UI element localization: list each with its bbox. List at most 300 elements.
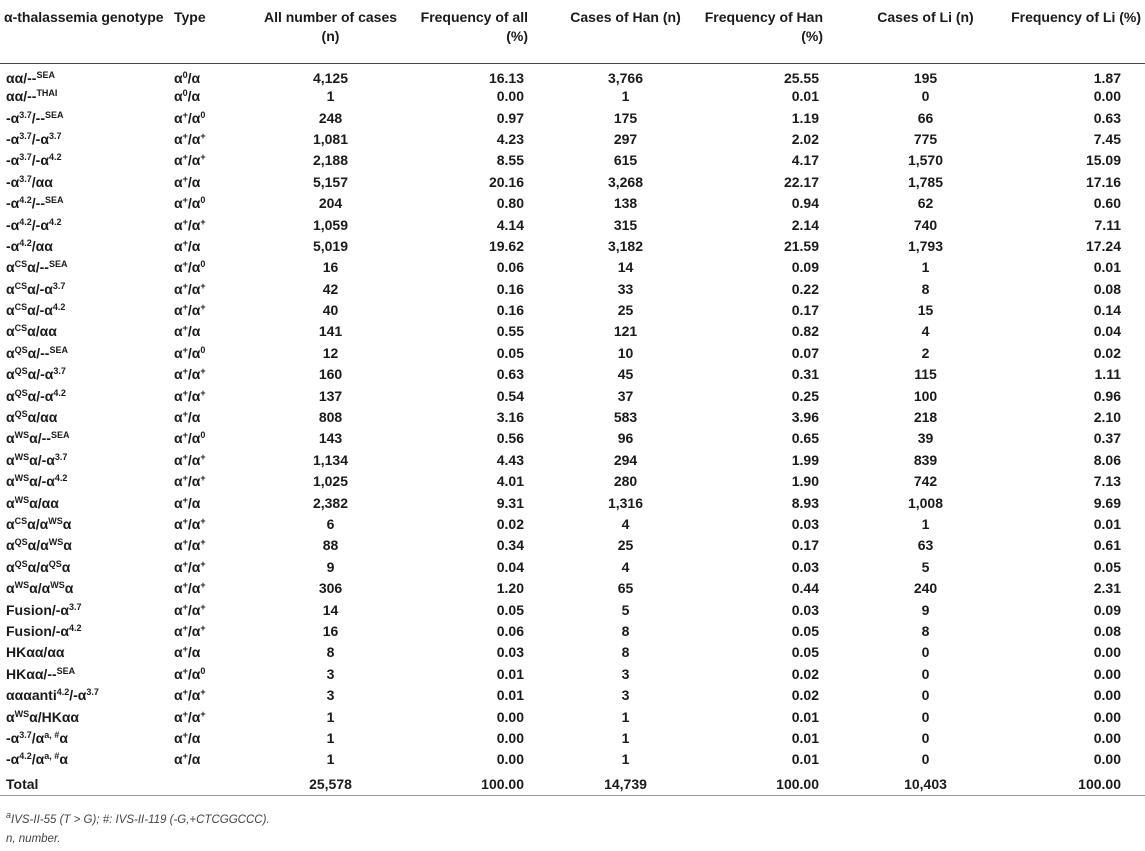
han-frequency-cell: 1.19 (791, 109, 819, 126)
li-cases-cell: 1,570 (907, 152, 944, 169)
table-row (0, 63, 1145, 86)
all-frequency-cell: 0.05 (496, 601, 524, 618)
li-cases-cell: 0 (921, 708, 930, 725)
li-frequency-cell: 2.31 (1093, 580, 1121, 597)
all-cases-cell: 9 (326, 558, 335, 575)
li-cases-cell: 1 (921, 259, 930, 276)
type-cell: $\alpha^+/\alpha^0$ (174, 195, 206, 212)
type-cell: α+/α+ (174, 302, 206, 319)
type-cell: α+/α+ (174, 622, 206, 639)
li-frequency-cell: 9.69 (1093, 494, 1121, 511)
all-cases-cell: 42 (322, 280, 339, 297)
all-frequency-cell: 19.62 (488, 237, 524, 254)
han-cases-cell: 65 (617, 580, 634, 597)
li-frequency-cell: 7.11 (1094, 216, 1121, 233)
table-row (0, 599, 1145, 620)
all-cases-cell: 14 (322, 601, 339, 618)
all-frequency-cell: 0.04 (496, 558, 524, 575)
han-frequency-cell: 1.90 (791, 473, 819, 490)
han-cases-cell: 3,766 (607, 69, 644, 86)
total-han-frequency: 100.00 (776, 776, 819, 792)
genotype-cell: $\alpha\alpha\alpha anti^{4.2}/-\alpha^{3.7}$ (6, 687, 99, 704)
li-frequency-cell: 15.09 (1085, 152, 1121, 169)
li-frequency-cell: 0.14 (1093, 302, 1121, 319)
genotype-cell: Fusion/$-\alpha^{3.7}$ (6, 601, 82, 618)
type-cell: α+/α+ (174, 516, 206, 532)
li-cases-cell: 9 (921, 601, 930, 618)
han-frequency-cell: 1.99 (791, 451, 819, 468)
type-cell: $\alpha^+/\alpha^0$ (174, 109, 206, 126)
all-cases-cell: 1 (326, 751, 335, 768)
all-cases-cell: 1,025 (312, 473, 349, 490)
li-cases-cell: 0 (921, 729, 930, 746)
all-frequency-cell: 4.43 (496, 451, 524, 468)
han-frequency-cell: 2.02 (791, 130, 819, 147)
genotype-cell: $\alpha^{WS}\alpha/\alpha^{WS}\alpha$ (6, 580, 74, 597)
han-frequency-cell: 0.01 (791, 729, 819, 746)
footnote-n: n, number. (6, 833, 61, 845)
li-frequency-cell: 2.10 (1093, 409, 1121, 426)
han-frequency-cell: 0.25 (791, 387, 819, 404)
han-frequency-cell: 0.01 (791, 88, 819, 105)
col-header-all-frequency: Frequency of all (%) (420, 9, 528, 44)
han-frequency-cell: 3.96 (791, 409, 819, 426)
li-frequency-cell: 0.00 (1093, 708, 1121, 725)
type-cell: α+/α+ (174, 601, 206, 618)
han-cases-cell: 121 (613, 323, 638, 340)
li-frequency-cell: 0.09 (1093, 601, 1121, 618)
all-cases-cell: 5,019 (312, 237, 349, 254)
all-frequency-cell: 0.56 (496, 430, 524, 447)
han-frequency-cell: 4.17 (791, 152, 819, 169)
li-cases-cell: 115 (914, 366, 937, 383)
table-row (0, 150, 1145, 171)
type-cell: α+/α (174, 237, 201, 254)
all-frequency-cell: 0.00 (496, 751, 524, 768)
table-row (0, 107, 1145, 128)
li-frequency-cell: 1.87 (1093, 69, 1121, 86)
genotype-cell: $-\alpha^{3.7}/\alpha^{a, \#}\alpha$ (6, 729, 68, 746)
total-all-cases: 25,578 (309, 776, 352, 792)
type-cell: α+/α (174, 751, 201, 768)
all-frequency-cell: 0.06 (496, 259, 524, 276)
total-all-frequency: 100.00 (481, 776, 524, 792)
table-row (0, 342, 1145, 363)
li-frequency-cell: 7.13 (1093, 473, 1121, 490)
genotype-cell: $\alpha^{QS}\alpha/-\alpha^{3.7}$ (6, 366, 66, 383)
table-row (0, 471, 1145, 492)
li-cases-cell: 63 (917, 537, 934, 554)
table-footnotes (6, 811, 270, 849)
han-cases-cell: 1 (621, 751, 630, 768)
han-cases-cell: 3 (621, 687, 630, 704)
all-cases-cell: 808 (318, 409, 343, 426)
table-row (0, 449, 1145, 470)
genotype-cell: $\alpha^{WS}\alpha/\alpha\alpha$ (6, 494, 59, 511)
li-cases-cell: 0 (921, 751, 930, 768)
han-frequency-cell: 0.17 (791, 537, 819, 554)
li-cases-cell: 100 (913, 387, 938, 404)
all-frequency-cell: 0.05 (496, 344, 524, 361)
type-cell: α+/α (174, 409, 201, 426)
li-cases-cell: 0 (921, 687, 930, 704)
li-frequency-cell: 0.05 (1093, 558, 1121, 575)
all-cases-cell: 4,125 (312, 69, 349, 86)
table-row (0, 577, 1145, 598)
all-cases-cell: 16 (322, 259, 339, 276)
col-header-type: Type (174, 9, 206, 25)
all-cases-cell: 8 (326, 644, 335, 661)
all-frequency-cell: 0.97 (496, 109, 524, 126)
table-row (0, 385, 1145, 406)
han-frequency-cell: 0.01 (791, 751, 819, 768)
han-cases-cell: 583 (613, 409, 638, 426)
li-frequency-cell: 0.00 (1093, 687, 1121, 704)
all-cases-cell: 5,157 (312, 173, 349, 190)
han-cases-cell: 3,182 (607, 237, 644, 254)
han-frequency-cell: 8.93 (791, 494, 819, 511)
genotype-cell: $\alpha^{CS}\alpha/\alpha\alpha$ (6, 323, 57, 340)
all-cases-cell: 1,081 (312, 130, 349, 147)
total-row (0, 770, 1145, 796)
li-frequency-cell: 0.08 (1093, 622, 1121, 639)
han-cases-cell: 315 (613, 216, 638, 233)
genotype-cell: $-\alpha^{3.7}/--^{SEA}$ (6, 109, 64, 126)
han-cases-cell: 615 (613, 152, 638, 169)
han-frequency-cell: 0.82 (791, 323, 819, 340)
col-header-li-cases: Cases of Li (n) (877, 9, 974, 25)
all-cases-cell: 16 (322, 622, 339, 639)
li-frequency-cell: 0.01 (1093, 259, 1121, 276)
all-frequency-cell: 0.03 (496, 644, 524, 661)
all-frequency-cell: 0.63 (496, 366, 524, 383)
li-cases-cell: 15 (917, 302, 934, 319)
genotype-cell: $-\alpha^{3.7}/-\alpha^{3.7}$ (6, 130, 62, 147)
total-li-cases: 10,403 (904, 776, 947, 792)
li-frequency-cell: 0.02 (1093, 344, 1121, 361)
li-cases-cell: 240 (913, 580, 938, 597)
han-cases-cell: 8 (621, 644, 630, 661)
han-frequency-cell: 0.03 (791, 516, 819, 532)
all-cases-cell: 3 (326, 665, 335, 682)
all-cases-cell: 12 (322, 344, 339, 361)
li-cases-cell: 839 (913, 451, 938, 468)
all-frequency-cell: 0.01 (496, 687, 524, 704)
table-row (0, 556, 1145, 577)
genotype-cell: $\alpha^{CS}\alpha/\alpha^{WS}\alpha$ (6, 516, 72, 532)
li-frequency-cell: 0.00 (1093, 751, 1121, 768)
han-frequency-cell: 2.14 (791, 216, 819, 233)
li-frequency-cell: 8.06 (1093, 451, 1121, 468)
han-frequency-cell: 0.05 (791, 622, 819, 639)
han-frequency-cell: 0.65 (791, 430, 819, 447)
genotype-cell: Fusion/$-\alpha^{4.2}$ (6, 622, 82, 639)
all-frequency-cell: 0.80 (496, 195, 524, 212)
table-row (0, 321, 1145, 342)
table-row (0, 406, 1145, 427)
table-row (0, 684, 1145, 705)
genotype-cell: $-\alpha^{4.2}/\alpha\alpha$ (6, 237, 53, 254)
table-row (0, 727, 1145, 748)
all-cases-cell: 1,134 (312, 451, 349, 468)
genotype-cell: $\alpha^{WS}\alpha/--^{SEA}$ (6, 430, 70, 447)
footnote-a-text: IVS-II-55 (T > G); #: IVS-II-119 (-G,+CTCGGCCC). (11, 814, 270, 826)
han-frequency-cell: 0.44 (791, 580, 819, 597)
all-frequency-cell: 0.02 (496, 516, 524, 532)
type-cell: α+/α+ (174, 451, 206, 468)
han-cases-cell: 280 (613, 473, 638, 490)
li-cases-cell: 66 (917, 109, 934, 126)
genotype-cell: αα/--$^{THAI}$ (6, 88, 58, 105)
all-cases-cell: 2,188 (312, 152, 349, 169)
han-frequency-cell: 0.05 (791, 644, 819, 661)
li-frequency-cell: 0.63 (1093, 109, 1121, 126)
genotype-cell: HKαα/αα (6, 644, 65, 661)
li-frequency-cell: 0.60 (1093, 195, 1121, 212)
genotype-cell: $\alpha^{QS}\alpha/\alpha^{QS}\alpha$ (6, 558, 71, 575)
all-frequency-cell: 0.54 (496, 387, 524, 404)
table-row (0, 535, 1145, 556)
han-cases-cell: 96 (617, 430, 634, 447)
genotype-cell: $-\alpha^{4.2}/-\alpha^{4.2}$ (6, 216, 62, 233)
li-cases-cell: 775 (913, 130, 938, 147)
han-frequency-cell: 0.02 (791, 687, 819, 704)
all-frequency-cell: 0.06 (496, 622, 524, 639)
col-header-all-cases: All number of cases (n) (263, 9, 398, 44)
type-cell: α+/α+ (174, 537, 206, 554)
table-row (0, 492, 1145, 513)
type-cell: $\alpha^0/\alpha$ (174, 88, 201, 105)
genotype-cell: $-\alpha^{4.2}/\alpha^{a, \#}\alpha$ (6, 751, 68, 768)
table-header-row (0, 0, 1145, 63)
type-cell: α+/α+ (174, 580, 206, 597)
li-frequency-cell: 0.00 (1093, 88, 1121, 105)
genotype-cell: $\alpha^{CS}\alpha/--^{SEA}$ (6, 259, 68, 276)
li-frequency-cell: 0.08 (1093, 280, 1121, 297)
li-cases-cell: 0 (921, 644, 930, 661)
han-cases-cell: 138 (613, 195, 638, 212)
type-cell: α+/α+ (174, 130, 206, 147)
table-row (0, 749, 1145, 770)
han-frequency-cell: 25.55 (783, 69, 819, 86)
li-cases-cell: 1,785 (907, 173, 944, 190)
genotype-cell: αα/--$^{SEA}$ (6, 69, 55, 86)
han-cases-cell: 4 (621, 516, 630, 532)
li-cases-cell: 1,008 (907, 494, 944, 511)
col-header-li-frequency: Frequency of Li (%) (1011, 9, 1141, 25)
all-frequency-cell: 1.20 (496, 580, 524, 597)
all-frequency-cell: 4.23 (496, 130, 524, 147)
footnote-a-mark: a (6, 810, 12, 820)
all-frequency-cell: 0.01 (496, 665, 524, 682)
all-frequency-cell: 9.31 (496, 494, 524, 511)
li-frequency-cell: 0.04 (1093, 323, 1121, 340)
han-frequency-cell: 0.01 (791, 708, 819, 725)
han-cases-cell: 45 (617, 366, 634, 383)
all-cases-cell: 40 (322, 302, 339, 319)
han-cases-cell: 10 (617, 344, 634, 361)
li-frequency-cell: 0.01 (1093, 516, 1121, 532)
li-cases-cell: 39 (917, 430, 934, 447)
table-row (0, 706, 1145, 727)
li-frequency-cell: 0.61 (1093, 537, 1121, 554)
genotype-cell: HKαα/--$^{SEA}$ (6, 665, 76, 682)
table-row (0, 513, 1145, 534)
all-cases-cell: 1 (326, 88, 335, 105)
han-frequency-cell: 0.31 (791, 366, 819, 383)
han-frequency-cell: 0.22 (791, 280, 819, 297)
table-row (0, 428, 1145, 449)
all-cases-cell: 6 (326, 516, 335, 532)
li-cases-cell: 740 (913, 216, 938, 233)
type-cell: α+/α (174, 494, 201, 511)
han-cases-cell: 3,268 (607, 173, 644, 190)
all-cases-cell: 141 (318, 323, 343, 340)
table-row (0, 192, 1145, 213)
li-frequency-cell: 7.45 (1093, 130, 1121, 147)
type-cell: $\alpha^+/\alpha^0$ (174, 259, 206, 276)
li-frequency-cell: 17.24 (1085, 237, 1121, 254)
han-frequency-cell: 0.03 (791, 558, 819, 575)
han-cases-cell: 1,316 (607, 494, 644, 511)
all-frequency-cell: 0.00 (496, 708, 524, 725)
all-frequency-cell: 4.14 (496, 216, 524, 233)
han-cases-cell: 33 (617, 280, 634, 297)
type-cell: α+/α+ (174, 708, 206, 725)
type-cell: α+/α+ (174, 687, 206, 704)
total-type (170, 770, 258, 796)
li-frequency-cell: 0.37 (1093, 430, 1121, 447)
all-cases-cell: 1,059 (312, 216, 349, 233)
all-frequency-cell: 0.16 (496, 280, 524, 297)
all-cases-cell: 88 (322, 537, 339, 554)
genotype-cell: $\alpha^{CS}\alpha/-\alpha^{3.7}$ (6, 280, 66, 297)
han-cases-cell: 294 (613, 451, 638, 468)
li-frequency-cell: 17.16 (1085, 173, 1121, 190)
li-frequency-cell: 1.11 (1094, 366, 1121, 383)
all-frequency-cell: 8.55 (496, 152, 524, 169)
li-cases-cell: 2 (921, 344, 930, 361)
han-frequency-cell: 0.03 (791, 601, 819, 618)
all-cases-cell: 2,382 (312, 494, 349, 511)
all-frequency-cell: 20.16 (488, 173, 524, 190)
han-cases-cell: 25 (617, 302, 634, 319)
type-cell: $\alpha^+/\alpha^0$ (174, 344, 206, 361)
type-cell: $\alpha^+/\alpha^0$ (174, 665, 206, 682)
han-cases-cell: 3 (621, 665, 630, 682)
footnote-a (6, 811, 270, 830)
han-cases-cell: 1 (621, 708, 630, 725)
col-header-genotype: α-thalassemia genotype (4, 9, 164, 25)
li-cases-cell: 5 (921, 558, 930, 575)
li-frequency-cell: 0.96 (1093, 387, 1121, 404)
table-row (0, 214, 1145, 235)
han-cases-cell: 4 (621, 558, 630, 575)
li-cases-cell: 62 (917, 195, 934, 212)
genotype-cell: $-\alpha^{3.7}/\alpha\alpha$ (6, 173, 53, 190)
all-cases-cell: 137 (318, 387, 343, 404)
li-cases-cell: 742 (913, 473, 938, 490)
all-frequency-cell: 0.55 (496, 323, 524, 340)
col-header-han-frequency: Frequency of Han (%) (704, 9, 823, 44)
type-cell: α+/α+ (174, 152, 206, 169)
li-cases-cell: 0 (921, 665, 930, 682)
all-frequency-cell: 3.16 (496, 409, 524, 426)
han-cases-cell: 25 (617, 537, 634, 554)
table-row (0, 620, 1145, 641)
li-frequency-cell: 0.00 (1093, 644, 1121, 661)
all-cases-cell: 306 (318, 580, 343, 597)
li-cases-cell: 8 (921, 622, 930, 639)
type-cell: $\alpha^0/\alpha$ (174, 69, 201, 86)
li-frequency-cell: 0.00 (1093, 665, 1121, 682)
table-row (0, 364, 1145, 385)
all-frequency-cell: 4.01 (496, 473, 524, 490)
all-cases-cell: 204 (318, 195, 343, 212)
col-header-han-cases: Cases of Han (n) (570, 9, 681, 25)
han-frequency-cell: 22.17 (783, 173, 819, 190)
table-row (0, 663, 1145, 684)
all-cases-cell: 160 (318, 366, 343, 383)
genotype-cell: $\alpha^{QS}\alpha/\alpha\alpha$ (6, 409, 58, 426)
total-han-cases: 14,739 (604, 776, 647, 792)
all-frequency-cell: 16.13 (488, 69, 524, 86)
han-cases-cell: 5 (621, 601, 630, 618)
table-row (0, 171, 1145, 192)
genotype-cell: $-\alpha^{4.2}/--^{SEA}$ (6, 195, 64, 212)
table-row (0, 86, 1145, 107)
type-cell: α+/α (174, 729, 201, 746)
table-row (0, 128, 1145, 149)
type-cell: α+/α (174, 323, 201, 340)
han-cases-cell: 8 (621, 622, 630, 639)
total-li-frequency: 100.00 (1078, 776, 1121, 792)
genotype-cell: $\alpha^{WS}\alpha$/HKαα (6, 708, 80, 725)
total-label: Total (6, 776, 39, 792)
type-cell: α+/α+ (174, 216, 206, 233)
han-frequency-cell: 0.02 (791, 665, 819, 682)
all-cases-cell: 143 (318, 430, 343, 447)
all-cases-cell: 3 (326, 687, 335, 704)
li-cases-cell: 1 (921, 516, 930, 532)
li-cases-cell: 1,793 (907, 237, 944, 254)
genotype-cell: $\alpha^{CS}\alpha/-\alpha^{4.2}$ (6, 302, 66, 319)
li-cases-cell: 218 (913, 409, 938, 426)
table-row (0, 299, 1145, 320)
type-cell: α+/α+ (174, 473, 206, 490)
han-cases-cell: 175 (613, 109, 638, 126)
type-cell: α+/α+ (174, 558, 206, 575)
all-cases-cell: 1 (326, 708, 335, 725)
table-row (0, 642, 1145, 663)
li-frequency-cell: 0.00 (1093, 729, 1121, 746)
all-cases-cell: 248 (318, 109, 343, 126)
all-frequency-cell: 0.00 (496, 88, 524, 105)
han-frequency-cell: 0.09 (791, 259, 819, 276)
type-cell: α+/α (174, 644, 201, 661)
li-cases-cell: 0 (921, 88, 930, 105)
type-cell: α+/α+ (174, 366, 206, 383)
table-body (0, 63, 1145, 770)
genotype-cell: $\alpha^{WS}\alpha/-\alpha^{4.2}$ (6, 473, 68, 490)
han-cases-cell: 14 (617, 259, 634, 276)
type-cell: α+/α+ (174, 387, 206, 404)
han-cases-cell: 1 (621, 729, 630, 746)
li-cases-cell: 8 (921, 280, 930, 297)
genotype-cell: $\alpha^{QS}\alpha/\alpha^{WS}\alpha$ (6, 537, 72, 554)
type-cell: α+/α+ (174, 280, 206, 297)
all-frequency-cell: 0.16 (496, 302, 524, 319)
